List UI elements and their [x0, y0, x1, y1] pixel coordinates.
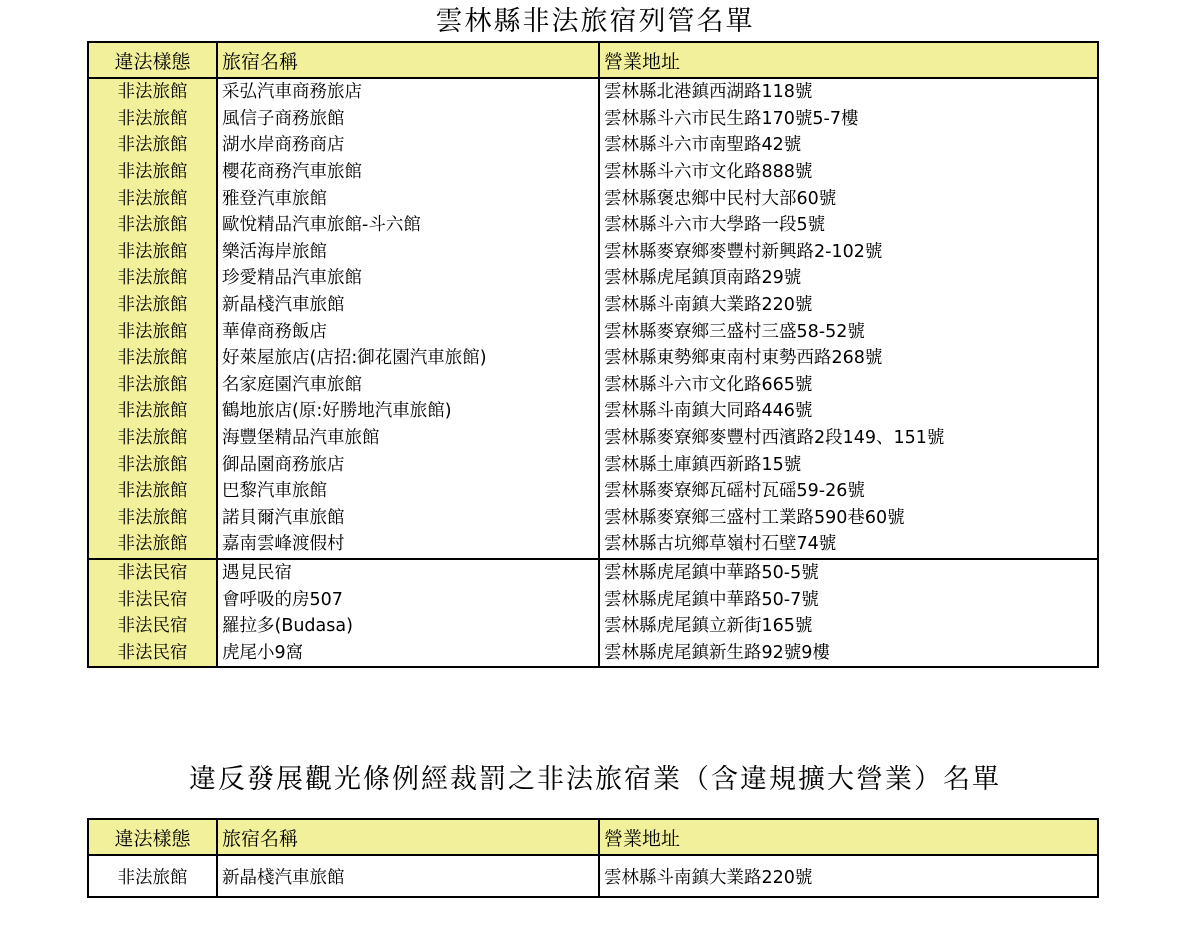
lodging-name-cell: 珍愛精品汽車旅館 [217, 265, 599, 292]
address-cell: 雲林縣斗六市大學路一段5號 [599, 212, 1098, 239]
address-cell: 雲林縣麥寮鄉麥豐村西濱路2段149、151號 [599, 425, 1098, 452]
header-name: 旅宿名稱 [217, 819, 599, 855]
lodging-name-cell: 羅拉多(Budasa) [217, 613, 599, 640]
header-address: 營業地址 [599, 42, 1098, 78]
lodging-name-cell: 歐悅精品汽車旅館-斗六館 [217, 212, 599, 239]
violation-type-cell: 非法旅館 [88, 132, 217, 159]
violation-type-cell: 非法旅館 [88, 505, 217, 532]
violation-type-cell: 非法旅館 [88, 265, 217, 292]
violation-type-cell: 非法旅館 [88, 855, 217, 897]
violation-type-cell: 非法旅館 [88, 185, 217, 212]
lodging-name-cell: 雅登汽車旅館 [217, 185, 599, 212]
violation-type-cell: 非法旅館 [88, 212, 217, 239]
lodging-name-cell: 櫻花商務汽車旅館 [217, 159, 599, 186]
table-row [88, 345, 1098, 372]
violation-type-cell: 非法旅館 [88, 345, 217, 372]
lodging-name-cell: 遇見民宿 [217, 559, 599, 587]
lodging-name-cell: 華偉商務飯店 [217, 318, 599, 345]
address-cell: 雲林縣虎尾鎮頂南路29號 [599, 265, 1098, 292]
violation-type-cell: 非法旅館 [88, 398, 217, 425]
illegal-bnb-group [88, 559, 1098, 667]
table-row [88, 132, 1098, 159]
illegal-lodging-table [87, 41, 1099, 668]
violation-type-cell: 非法旅館 [88, 531, 217, 559]
lodging-name-cell: 御品園商務旅店 [217, 451, 599, 478]
address-cell: 雲林縣麥寮鄉瓦磘村瓦磘59-26號 [599, 478, 1098, 505]
table-row [88, 159, 1098, 186]
table-row [88, 451, 1098, 478]
table-row [88, 855, 1098, 897]
table-row [88, 505, 1098, 532]
address-cell: 雲林縣麥寮鄉三盛村三盛58-52號 [599, 318, 1098, 345]
violation-type-cell: 非法旅館 [88, 372, 217, 399]
violation-type-cell: 非法旅館 [88, 159, 217, 186]
violation-type-cell: 非法旅館 [88, 292, 217, 319]
lodging-name-cell: 采弘汽車商務旅店 [217, 78, 599, 106]
table-row [88, 531, 1098, 559]
violation-type-cell: 非法旅館 [88, 451, 217, 478]
violation-type-cell: 非法民宿 [88, 639, 217, 667]
lodging-name-cell: 好萊屋旅店(店招:御花園汽車旅館) [217, 345, 599, 372]
lodging-name-cell: 會呼吸的房507 [217, 586, 599, 613]
violation-type-cell: 非法旅館 [88, 78, 217, 106]
table-row [88, 292, 1098, 319]
penalized-group [88, 855, 1098, 897]
table-row [88, 106, 1098, 133]
address-cell: 雲林縣虎尾鎮新生路92號9樓 [599, 639, 1098, 667]
address-cell: 雲林縣斗南鎮大業路220號 [599, 855, 1098, 897]
illegal-hotel-group [88, 78, 1098, 559]
violation-type-cell: 非法旅館 [88, 478, 217, 505]
lodging-name-cell: 樂活海岸旅館 [217, 239, 599, 266]
lodging-name-cell: 嘉南雲峰渡假村 [217, 531, 599, 559]
table-row [88, 559, 1098, 587]
lodging-name-cell: 虎尾小9窩 [217, 639, 599, 667]
header-name: 旅宿名稱 [217, 42, 599, 78]
page-title: 雲林縣非法旅宿列管名單 [435, 6, 755, 37]
section-title: 違反發展觀光條例經裁罰之非法旅宿業（含違規擴大營業）名單 [189, 764, 1001, 795]
address-cell: 雲林縣虎尾鎮立新街165號 [599, 613, 1098, 640]
address-cell: 雲林縣斗南鎮大同路446號 [599, 398, 1098, 425]
lodging-name-cell: 巴黎汽車旅館 [217, 478, 599, 505]
address-cell: 雲林縣虎尾鎮中華路50-5號 [599, 559, 1098, 587]
address-cell: 雲林縣斗南鎮大業路220號 [599, 292, 1098, 319]
table-row [88, 425, 1098, 452]
table-row [88, 639, 1098, 667]
address-cell: 雲林縣東勢鄉東南村東勢西路268號 [599, 345, 1098, 372]
lodging-name-cell: 新晶棧汽車旅館 [217, 292, 599, 319]
address-cell: 雲林縣斗六市文化路888號 [599, 159, 1098, 186]
address-cell: 雲林縣古坑鄉草嶺村石壁74號 [599, 531, 1098, 559]
address-cell: 雲林縣土庫鎮西新路15號 [599, 451, 1098, 478]
address-cell: 雲林縣麥寮鄉三盛村工業路590巷60號 [599, 505, 1098, 532]
penalized-lodging-table [87, 818, 1099, 898]
header-address: 營業地址 [599, 819, 1098, 855]
violation-type-cell: 非法民宿 [88, 586, 217, 613]
table-row [88, 265, 1098, 292]
address-cell: 雲林縣斗六市南聖路42號 [599, 132, 1098, 159]
violation-type-cell: 非法民宿 [88, 559, 217, 587]
lodging-name-cell: 湖水岸商務商店 [217, 132, 599, 159]
violation-type-cell: 非法旅館 [88, 425, 217, 452]
address-cell: 雲林縣北港鎮西湖路118號 [599, 78, 1098, 106]
header-type: 違法樣態 [88, 42, 217, 78]
violation-type-cell: 非法旅館 [88, 106, 217, 133]
address-cell: 雲林縣斗六市民生路170號5-7樓 [599, 106, 1098, 133]
lodging-name-cell: 諾貝爾汽車旅館 [217, 505, 599, 532]
violation-type-cell: 非法民宿 [88, 613, 217, 640]
table-row [88, 78, 1098, 106]
violation-type-cell: 非法旅館 [88, 239, 217, 266]
table-row [88, 478, 1098, 505]
table-row [88, 372, 1098, 399]
address-cell: 雲林縣褒忠鄉中民村大部60號 [599, 185, 1098, 212]
lodging-name-cell: 鶴地旅店(原:好勝地汽車旅館) [217, 398, 599, 425]
table-row [88, 318, 1098, 345]
lodging-name-cell: 名家庭園汽車旅館 [217, 372, 599, 399]
table-row [88, 239, 1098, 266]
table-row [88, 398, 1098, 425]
header-type: 違法樣態 [88, 819, 217, 855]
table-row [88, 185, 1098, 212]
table-row [88, 613, 1098, 640]
lodging-name-cell: 風信子商務旅館 [217, 106, 599, 133]
lodging-name-cell: 海豐堡精品汽車旅館 [217, 425, 599, 452]
violation-type-cell: 非法旅館 [88, 318, 217, 345]
table-row [88, 212, 1098, 239]
table-header-row [88, 819, 1098, 855]
table-row [88, 586, 1098, 613]
table-header-row [88, 42, 1098, 78]
address-cell: 雲林縣斗六市文化路665號 [599, 372, 1098, 399]
lodging-name-cell: 新晶棧汽車旅館 [217, 855, 599, 897]
address-cell: 雲林縣虎尾鎮中華路50-7號 [599, 586, 1098, 613]
address-cell: 雲林縣麥寮鄉麥豐村新興路2-102號 [599, 239, 1098, 266]
